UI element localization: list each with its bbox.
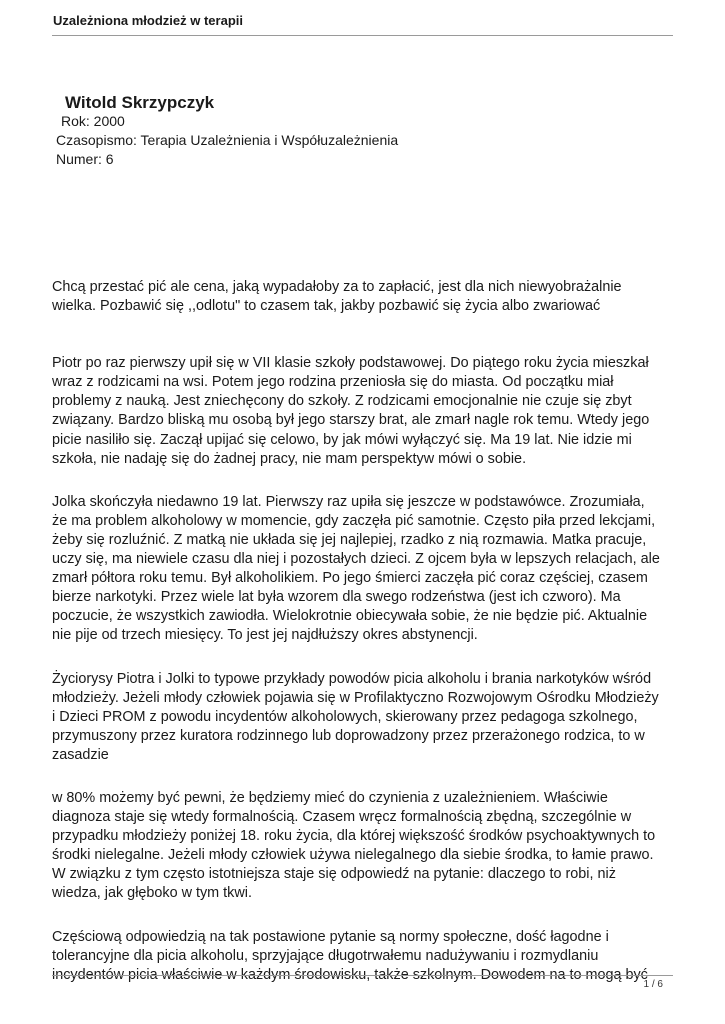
- paragraph-jolka: Jolka skończyła niedawno 19 lat. Pierwszy raz upiła się jeszcze w podstawówce. Zrozumiała, że ma problem alkoholowy w momencie, gdy zaczęła pić samotnie. Często piła przed lekcjami, żeby się rozluźnić. Z matką nie układa się jej najlepiej, rzadko z nią rozmawia. Matka pracuje, uczy się, ma niewiele czasu dla niej i pozostałych dzieci. Z ojcem była w lepszych relacjach, ale zmarł półtora roku temu. Był alkoholikiem. Po jego śmierci zaczęła pić coraz częściej, czasem bierze narkotyki. Przez wiele lat była wzorem dla swego rodzeństwa (jest ich czworo). Ma poczucie, że wszystkich zawiodła. Wielokrotnie obiecywała sobie, że nie będzie pić. Aktualnie nie pije od trzech miesięcy. To jest jej najdłuższy okres abstynencji.: [52, 493, 660, 644]
- article-author: Witold Skrzypczyk: [65, 93, 215, 112]
- page-number: 1 / 6: [643, 979, 663, 990]
- header-divider: [52, 35, 673, 36]
- footer-divider: [52, 975, 673, 976]
- article-metadata: [56, 112, 398, 169]
- paragraph-biographies: Życiorysy Piotra i Jolki to typowe przykłady powodów picia alkoholu i brania narkotyków wśród młodzieży. Jeżeli młody człowiek pojawia się w Profilaktyczno Rozwojowym Ośrodku Młodzieży i Dzieci PROM z powodu incydentów alkoholowych, skierowany przez pedagoga szkolnego, przymuszony przez kuratora rodzinnego lub doprowadzony przez przerażonego rodzica, to w zasadzie: [52, 670, 659, 763]
- paragraph-social-norms: Częściową odpowiedzią na tak postawione pytanie są normy społeczne, dość łagodne i tolerancyjne dla picia alkoholu, sprzyjające długotrwałemu nadużywaniu i rozmydlaniu incydentów picia właściwie w każdym środowisku, także szkolnym. Dowodem na to mogą być: [52, 928, 648, 983]
- article-journal: Czasopismo: Terapia Uzależnienia i Współuzależnienia: [56, 132, 399, 148]
- paragraph-lead: Chcą przestać pić ale cena, jaką wypadałoby za to zapłacić, jest dla nich niewyobrażalnie wielka. Pozbawić się ,,odlotu" to czasem tak, jakby pozbawić się życia albo zwariować: [52, 279, 622, 315]
- paragraph-piotr: Piotr po raz pierwszy upił się w VII klasie szkoły podstawowej. Do piątego roku życia mieszkał wraz z rodzicami na wsi. Potem jego rodzina przeniosła się do miasta. Od początku miał problemy z nauką. Jest zniechęcony do szkoły. Z rodzicami emocjonalnie nie czuje się zbyt związany. Bardzo bliską mu osobą był jego starszy brat, ale zmarł nagle rok temu. Wtedy jego picie nasiliło się. Zaczął upijać się celowo, by jak mówi wyłączyć się. Ma 19 lat. Nie idzie mi szkoła, nie nadaję się do żadnej pracy, nie mam perspektyw mówi o sobie.: [52, 355, 650, 467]
- article-body: [52, 278, 682, 1009]
- document-header-title: Uzależniona młodzież w terapii: [53, 13, 243, 28]
- paragraph-diagnosis: w 80% możemy być pewni, że będziemy mieć do czynienia z uzależnieniem. Właściwie diagnoza staje się wtedy formalnością. Czasem wręcz formalnością zbędną, szczególnie w przypadku młodzieży poniżej 18. roku życia, dla której większość środków psychoaktywnych to środki nielegalne. Jeżeli młody człowiek używa nielegalnego dla siebie środka, to łamie prawo. W związku z tym często istotniejsza staje się odpowiedź na pytanie: dlaczego to robi, niż wiedza, jak głęboko w tym tkwi.: [52, 789, 656, 902]
- article-issue: Numer: 6: [56, 151, 114, 167]
- article-year: Rok: 2000: [61, 113, 125, 129]
